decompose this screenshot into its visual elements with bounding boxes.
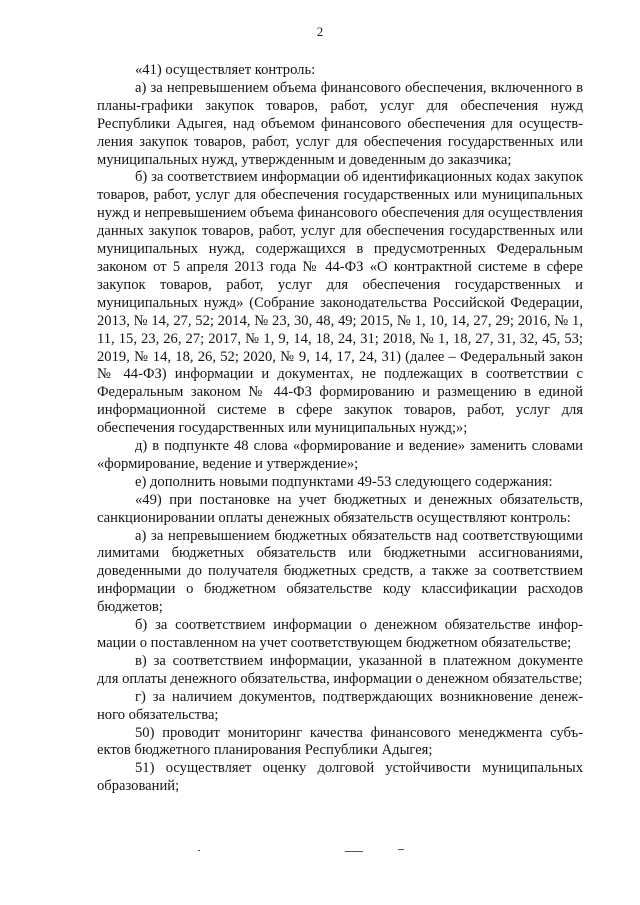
paragraph-subitem-a-finance-volume: а) за непревышением объема финансового обеспечения, включенного в планы-графики закупок товаров, работ, услуг для обеспечения нужд Республики Адыгея, над объемом финансового обеспечения для осуществления закупок товаров, работ, услуг для обеспечения государственных или муниципальных нужд, утвержденным и доведенным до заказчика; (97, 79, 583, 168)
paragraph-subitem-d-item-48: д) в подпункте 48 слова «формирование и ведение» заменить словами «формирование, ведение и утверждение»; (97, 438, 583, 472)
paragraph-item-49-intro: «49) при постановке на учет бюджетных и денежных обязательств, санкционировании оплаты денежных обязательств осуществляют контроль: (97, 491, 583, 526)
paragraph-item-49-b: б) за соответствием информации о денежном обязательстве информации о поставленном на учет соответствующем бюджетном обязательстве; (97, 617, 583, 651)
paragraph-item-51: 51) осуществляет оценку долговой устойчивости муниципальных образований; (97, 760, 583, 795)
paragraph-item-49-a: а) за непревышением бюджетных обязательств над соответствующими лимитами бюджетных обязательств или бюджетными ассигнованиями, доведенными до получателя бюджетных средств, а также за соответствием информации о бюджетном обязательстве коду классификации расходов бюджетов; (97, 527, 583, 616)
document-body (97, 62, 583, 796)
scan-artifact-marks (0, 848, 640, 856)
page-number: 2 (316, 24, 324, 39)
paragraph-subitem-b-identification-codes: б) за соответствием информации об идентификационных кодах закупок товаров, работ, услуг для обеспечения государственных или муниципальных нужд и непревышением объема финансового обеспечения для осуществления данных закупок товаров, работ, услуг для обеспечения государственных или муниципальных нужд, содержащихся в предусмотренных Федеральным законом от 5 апреля 2013 года № 44-ФЗ «О контрактной системе в сфере закупок товаров, работ, услуг для обеспечения государственных и муниципальных нужд» (Собрание законодательства Российской Федерации, 2013, № 14, 27, 52; 2014, № 23, 30, 48, 49; 2015, № 1, 10, 14, 27, 29; 2016, № 1, 11, 15, 23, 26, 27; 2017, № 1, 9, 14, 18, 24, 31; 2018, № 1, 18, 27, 31, 32, 45, 53; 2019, № 14, 18, 26, 52; 2020, № 9, 14, 17, 24, 31) (далее – Федеральный закон № 44-ФЗ) информации и документах, не подлежащих в соответствии с Федеральным законом № 44-ФЗ формированию и размещению в единой информационной системе в сфере закупок товаров, работ, услуг для обеспечения государственных или муниципальных нужд;»; (97, 169, 583, 437)
paragraph-subitem-e-new-items: е) дополнить новыми подпунктами 49-53 следующего содержания: (135, 473, 553, 490)
paragraph-item-49-v: в) за соответствием информации, указанной в платежном документе для оплаты денежного обязательства, информации о денежном обязательстве; (97, 652, 583, 687)
paragraph-item-50: 50) проводит мониторинг качества финансового менеджмента субъектов бюджетного планирования Республики Адыгея; (97, 724, 583, 759)
paragraph-item-41-intro: «41) осуществляет контроль: (135, 62, 316, 78)
paragraph-item-49-g: г) за наличием документов, подтверждающих возникновение денежного обязательства; (97, 688, 583, 723)
